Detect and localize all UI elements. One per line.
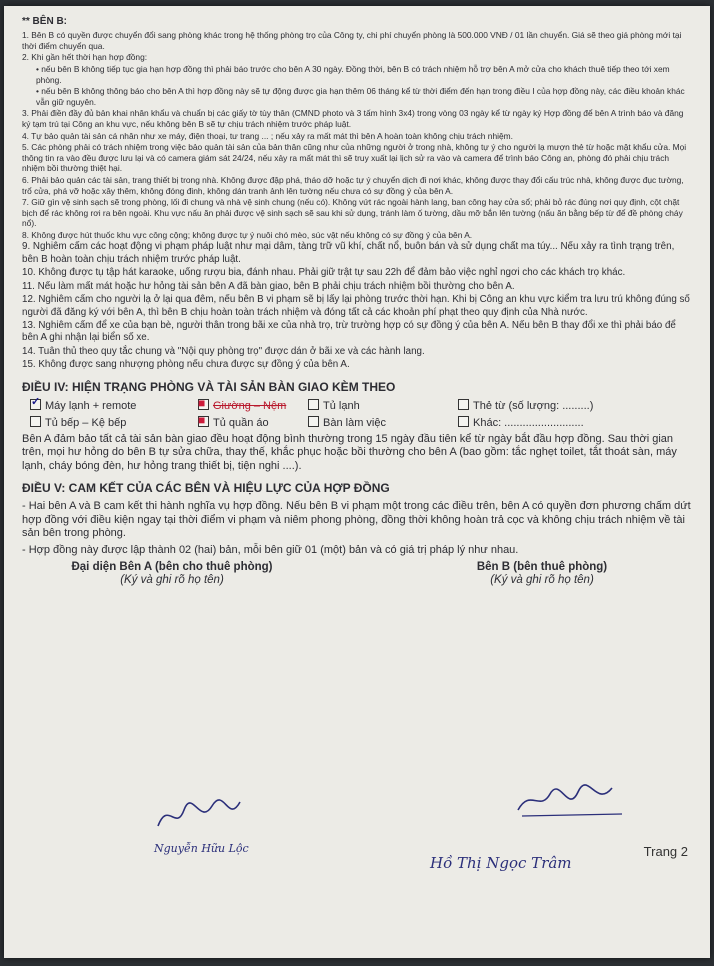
party-b-rules-continued <box>22 241 692 371</box>
party-b-name: Hồ Thị Ngọc Trâm <box>430 854 572 872</box>
page-number: Trang 2 <box>643 844 688 859</box>
asset-item: Tủ bếp – Kệ bếp <box>30 416 198 429</box>
party-a-signature <box>22 561 322 585</box>
rule-subitem: • nếu bên B không tiếp tục gia hạn hợp đồng thì phải báo trước cho bên A 30 ngày. Đồng thời, bên B có trách nhiệm hỗ trợ bên A mở cửa cho khách thuê tiếp theo tới xem phòng. <box>36 63 670 85</box>
asset-checklist <box>30 399 692 429</box>
rule-item: 7. Giữ gìn vệ sinh sạch sẽ trong phòng, lối đi chung và nhà vệ sinh chung (nếu có). Không vứt rác ngoài hành lang, ban công hay cửa sổ; phải bỏ rác đúng nơi quy định, cột chặt bịch để rác không rơi ra bên ngoài. Khu vực nấu ăn phải được vệ sinh sạch sẽ sau khi sử dụng, tránh làm ố tường, dầu mỡ bắn lên tường (nấu ăn bằng bếp từ để đề phòng cháy nổ). <box>22 197 683 229</box>
asset-item: Tủ lạnh <box>308 399 458 412</box>
rule-item: 6. Phải bảo quản các tài sản, trang thiết bị trong nhà. Không được đập phá, tháo dỡ hoặc tự ý chuyển dịch đi nơi khác, không được thay đổi cấu trúc nhà, không được đục tường, trổ cửa, phá vỡ hoặc xây thêm, không đóng đinh, không dán tranh ảnh lên tường nếu chưa có sự đồng ý của bên A. <box>22 174 684 196</box>
contract-page <box>4 6 710 958</box>
checkbox-empty-icon[interactable] <box>308 399 319 410</box>
handover-paragraph: Bên A đảm bảo tất cả tài sản bàn giao đều hoạt động bình thường trong 15 ngày đầu tiên kể từ ngày bắt đầu hợp đồng. Sau thời gian trên, mọi hư hỏng do bên B tự sửa chữa, thay thế, khắc phục hoặc bồi thường cho bên A (bao gồm: tắc nghẹt toilet, tắt thoát sàn, máy lạnh, cháy bóng đèn, hư hỏng trang thiết bị, tiện nghi ....). <box>22 432 677 472</box>
rule-item: 1. Bên B có quyền được chuyển đổi sang phòng khác trong hệ thống phòng trọ của Công ty, chi phí chuyển phòng là 500.000 VNĐ / 01 lần chuyển. Giá sẽ theo giá phòng mới tại thời điểm chuyển qua. <box>22 30 682 51</box>
party-b-heading: ** BÊN B: <box>22 16 68 27</box>
checkbox-empty-icon[interactable] <box>30 416 41 427</box>
section-5-title: ĐIỀU V: CAM KẾT CỦA CÁC BÊN VÀ HIỆU LỰC CỦA HỢP ĐỒNG <box>22 481 390 496</box>
rule-item: 11. Nếu làm mất mát hoặc hư hỏng tài sản bên A đã bàn giao, bên B phải chịu trách nhiệm bồi thường cho bên A. <box>22 280 515 292</box>
checkbox-empty-icon[interactable] <box>458 399 469 410</box>
section-4-title: ĐIỀU IV: HIỆN TRẠNG PHÒNG VÀ TÀI SẢN BÀN GIAO KÈM THEO <box>22 379 396 394</box>
party-a-note: (Ký và ghi rõ họ tên) <box>120 573 224 586</box>
asset-item: ✓Máy lạnh + remote <box>30 399 198 412</box>
rule-item: 9. Nghiêm cấm các hoạt động vi phạm pháp luật như mại dâm, tàng trữ vũ khí, chất nổ, buôn bán và sử dụng chất ma túy... Nếu xảy ra tình trạng trên, bên B hoàn toàn chịu trách nhiệm trước pháp luật. <box>22 241 675 265</box>
party-b-signature <box>392 561 692 585</box>
asset-item: Bàn làm việc <box>308 416 458 429</box>
checkbox-marked-icon[interactable] <box>198 416 209 427</box>
rule-item: 14. Tuân thủ theo quy tắc chung và "Nội quy phòng trọ" được dán ở bãi xe và các hành lang. <box>22 345 425 357</box>
struck-word: Giường – Nệm <box>213 399 287 412</box>
rule-item: 5. Các phòng phải có trách nhiệm trong việc bảo quản tài sản của bản thân cũng như của những người ở trong nhà, không tự ý cho người lạ mượn thẻ từ hoặc mật khẩu cửa. Mọi thông tin ra vào đều được lưu lại và có camera giám sát 24/24, nếu xảy ra mất mát thì sẽ truy xuất lại lịch sử ra vào và camera để trình báo Công an, phòng đó phải chịu trách nhiệm bồi thường thiệt hại. <box>22 142 687 174</box>
page-content <box>22 16 692 586</box>
signature-block <box>22 561 692 585</box>
rule-item: 4. Tự bảo quản tài sản cá nhân như xe máy, điện thoại, tư trang ... ; nếu xảy ra mất mát thì bên A hoàn toàn không chịu trách nhiệm. <box>22 130 513 141</box>
asset-item: ■ Tủ quần áo <box>198 416 308 429</box>
checkbox-checked-icon[interactable] <box>30 399 41 410</box>
rule-item: 3. Phải điền đầy đủ bản khai nhân khẩu và chuẩn bị các giấy tờ tùy thân (CMND photo và 3 tấm hình 3x4) trong vòng 03 ngày kể từ ngày ký Hợp đồng để bên A trình báo và đăng ký tạm trú tại Công an khu vực, nếu không bên B sẽ tự chịu trách nhiệm trước pháp luật. <box>22 108 684 129</box>
party-b-rules <box>22 30 692 240</box>
party-b-note: (Ký và ghi rõ họ tên) <box>490 573 594 586</box>
checkbox-empty-icon[interactable] <box>308 416 319 427</box>
rule-item: 8. Không được hút thuốc khu vực công cộng; không được tự ý nuôi chó mèo, súc vật nếu không có sự đồng ý của bên A. <box>22 229 473 240</box>
copies-paragraph: - Hợp đồng này được lập thành 02 (hai) bản, mỗi bên giữ 01 (một) bản và có giá trị pháp lý như nhau. <box>22 543 519 556</box>
party-a-title: Đại diện Bên A (bên cho thuê phòng) <box>71 561 273 574</box>
rule-item: 2. Khi gần hết thời hạn hợp đồng: <box>22 52 148 63</box>
party-a-name: Nguyễn Hữu Lộc <box>154 842 249 855</box>
rule-item: 15. Không được sang nhượng phòng nếu chưa được sự đồng ý của bên A. <box>22 359 350 371</box>
asset-item <box>198 399 308 412</box>
asset-item: Khác: .......................... <box>458 416 688 429</box>
checkbox-marked-icon[interactable] <box>198 399 209 410</box>
party-b-signature-scribble-icon <box>512 778 632 822</box>
rule-item: 12. Nghiêm cấm cho người lạ ở lại qua đêm, nếu bên B vi phạm sẽ bị lấy lại phòng trước thời hạn. Khi bị Công an khu vực kiểm tra lưu trú không đúng số người đã đăng ký với bên A, thì bên B chịu hoàn toàn trách nhiệm và đóng tất cả các khoản phí phạt theo quy định của Nhà nước. <box>22 294 690 318</box>
commitment-paragraph: - Hai bên A và B cam kết thi hành nghĩa vụ hợp đồng. Nếu bên B vi phạm một trong các điều trên, bên A có quyền đơn phương chấm dứt hợp đồng với điều kiện ngay tại thời điểm vi phạm và niêm phong phòng, đồng thời không hoàn trả cọc và không chịu trách nhiệm về tài sản bên trong phòng. <box>22 500 691 540</box>
checkbox-empty-icon[interactable] <box>458 416 469 427</box>
rule-subitem: • nếu bên B không thông báo cho bên A thì hợp đồng này sẽ tự động được gia hạn thêm 06 tháng kể từ thời điểm đến hạn trong điều I của hợp đồng này, các điều khoản khác vẫn giữ nguyên. <box>36 86 685 107</box>
rule-item: 13. Nghiêm cấm để xe của bạn bè, người thân trong bãi xe của nhà trọ, trừ trường hợp có sự đồng ý của bên A. Nếu bên B thay đổi xe thì phải báo để bên A ghi nhận lại biển số xe. <box>22 319 676 344</box>
party-a-signature-scribble-icon <box>154 796 244 836</box>
rule-item: 10. Không được tụ tập hát karaoke, uống rượu bia, đánh nhau. Phải giữ trật tự sau 22h để đảm bảo việc nghỉ ngơi cho các khách trọ khác. <box>22 267 626 279</box>
party-b-title: Bên B (bên thuê phòng) <box>476 561 608 574</box>
asset-item: Thẻ từ (số lượng: .........) <box>458 399 688 412</box>
